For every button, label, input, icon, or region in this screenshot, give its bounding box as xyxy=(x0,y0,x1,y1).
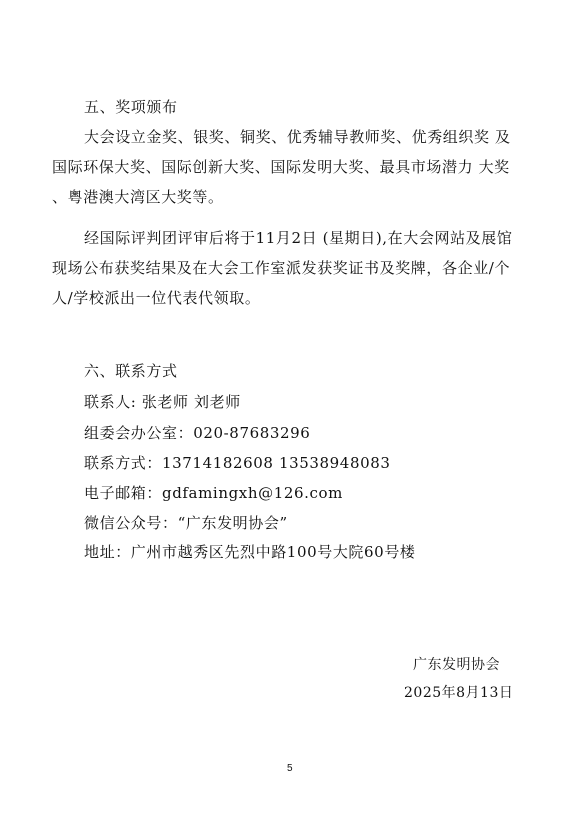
section6-heading: 六、联系方式 xyxy=(84,362,178,380)
section5-para2-line3: 人/学校派出一位代表代领取。 xyxy=(52,289,261,307)
section5-para1-line1: 大会设立金奖、银奖、铜奖、优秀辅导教师奖、优秀组织奖 及 xyxy=(84,128,511,146)
email: 电子邮箱：gdfamingxh@126.com xyxy=(84,484,343,502)
signature-org: 广东发明协会 xyxy=(413,657,500,673)
address: 地址：广州市越秀区先烈中路100号大院60号楼 xyxy=(84,543,416,561)
wechat-account: 微信公众号：“广东发明协会” xyxy=(84,514,288,532)
section5-heading: 五、奖项颁布 xyxy=(84,98,178,116)
contact-phones: 联系方式：13714182608 13538948083 xyxy=(84,454,391,472)
section5-para2-line1: 经国际评判团评审后将于11月2日 (星期日),在大会网站及展馆 xyxy=(84,229,513,247)
signature-date: 2025年8月13日 xyxy=(404,685,514,701)
page-number: 5 xyxy=(287,763,293,774)
section5-para2-line2: 现场公布获奖结果及在大会工作室派发获奖证书及奖牌，各企业/个 xyxy=(52,259,511,277)
section5-para1-line2: 国际环保大奖、国际创新大奖、国际发明大奖、最具市场潜力 大奖 xyxy=(52,158,510,176)
office-phone: 组委会办公室：020-87683296 xyxy=(84,424,311,442)
section5-para1-line3: 、粤港澳大湾区大奖等。 xyxy=(52,188,224,206)
contact-person: 联系人: 张老师 刘老师 xyxy=(84,393,241,411)
